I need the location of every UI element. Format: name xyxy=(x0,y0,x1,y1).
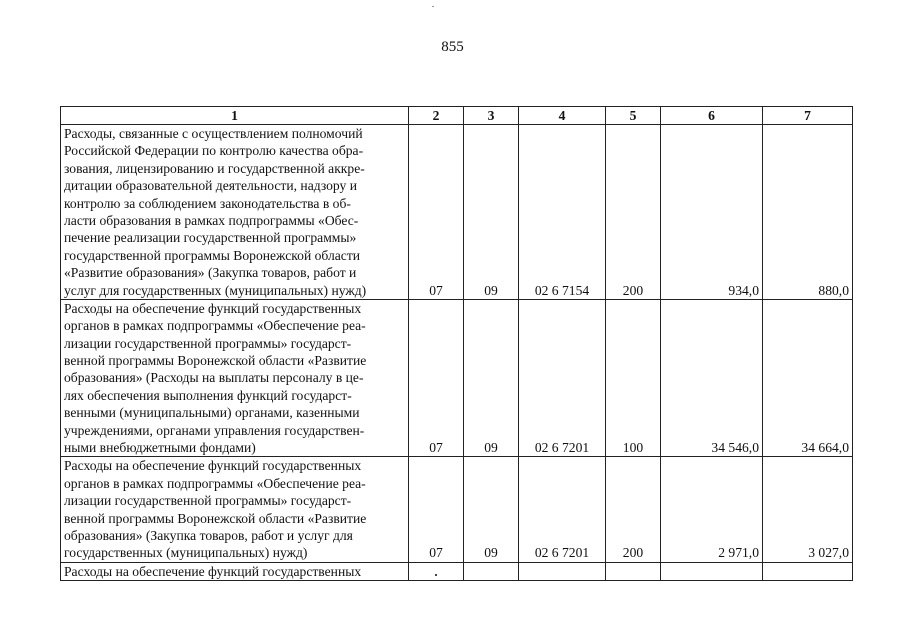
column-header: 7 xyxy=(763,107,853,125)
description-line: органов в рамках подпрограммы «Обеспечение реа- xyxy=(64,475,366,491)
table-row xyxy=(61,457,853,562)
description-line: венной программы Воронежской области «Развитие xyxy=(64,353,367,369)
description-line: Российской Федерации по контролю качества обра- xyxy=(64,143,364,159)
description-line: печение реализации государственной программы» xyxy=(64,230,357,246)
expense-type-cell: 200 xyxy=(606,125,661,300)
target-article-cell xyxy=(519,562,606,580)
table-row xyxy=(61,299,853,457)
column-header: 4 xyxy=(519,107,606,125)
subsection-cell: 09 xyxy=(464,457,519,562)
row-description xyxy=(61,299,409,457)
description-line: образования» (Закупка товаров, работ и услуг для xyxy=(64,527,353,543)
subsection-cell xyxy=(464,562,519,580)
description-line: контролю за соблюдением законодательства в об- xyxy=(64,195,351,211)
description-line: Расходы на обеспечение функций государственных xyxy=(64,458,362,474)
description-line: учреждениями, органами управления государствен- xyxy=(64,422,365,438)
page-number: 855 xyxy=(441,39,464,55)
description-line: органов в рамках подпрограммы «Обеспечение реа- xyxy=(64,318,366,334)
amount-2-cell: 3 027,0 xyxy=(763,457,853,562)
row-description xyxy=(61,457,409,562)
section-cell xyxy=(409,562,464,580)
column-header: 2 xyxy=(409,107,464,125)
section-cell: 07 xyxy=(409,125,464,300)
description-line: лизации государственной программы» государст- xyxy=(64,493,352,509)
description-line: зования, лицензированию и государственной аккре- xyxy=(64,160,365,176)
table-row-partial xyxy=(61,562,853,580)
description-line: Расходы, связанные с осуществлением полномочий xyxy=(64,126,363,141)
row-description xyxy=(61,125,409,300)
table-row xyxy=(61,125,853,300)
description-line: венной программы Воронежской области «Развитие xyxy=(64,510,367,526)
description-line: государственной программы Воронежской области xyxy=(64,247,361,263)
column-header: 5 xyxy=(606,107,661,125)
row-description: Расходы на обеспечение функций государственных xyxy=(61,562,409,580)
target-article-cell: 02 6 7201 xyxy=(519,299,606,457)
column-header: 1 xyxy=(61,107,409,125)
header-row xyxy=(61,107,853,125)
column-header: 3 xyxy=(464,107,519,125)
amount-2-cell xyxy=(763,562,853,580)
column-header: 6 xyxy=(661,107,763,125)
amount-2-cell: 880,0 xyxy=(763,125,853,300)
description-line: венными (муниципальными) органами, казенными xyxy=(64,405,360,421)
scan-dot xyxy=(435,574,437,576)
description-line: образования» (Расходы на выплаты персоналу в це- xyxy=(64,370,364,386)
amount-1-cell: 934,0 xyxy=(661,125,763,300)
subsection-cell: 09 xyxy=(464,299,519,457)
description-line: государственных (муниципальных) нужд) xyxy=(64,545,308,561)
target-article-cell: 02 6 7154 xyxy=(519,125,606,300)
description-line: «Развитие образования» (Закупка товаров, работ и xyxy=(64,265,357,281)
expense-type-cell: 200 xyxy=(606,457,661,562)
amount-1-cell: 34 546,0 xyxy=(661,299,763,457)
scan-speck xyxy=(432,6,434,7)
description-line: Расходы на обеспечение функций государственных xyxy=(64,300,362,316)
amount-1-cell: 2 971,0 xyxy=(661,457,763,562)
description-line: услуг для государственных (муниципальных) нужд) xyxy=(64,282,367,298)
description-line: лях обеспечения выполнения функций государст- xyxy=(64,387,352,403)
description-line: ласти образования в рамках подпрограммы «Обес- xyxy=(64,212,359,228)
section-cell: 07 xyxy=(409,299,464,457)
description-line: лизации государственной программы» государст- xyxy=(64,335,352,351)
amount-1-cell xyxy=(661,562,763,580)
expense-type-cell xyxy=(606,562,661,580)
section-cell: 07 xyxy=(409,457,464,562)
budget-table xyxy=(60,106,853,581)
subsection-cell: 09 xyxy=(464,125,519,300)
target-article-cell: 02 6 7201 xyxy=(519,457,606,562)
expense-type-cell: 100 xyxy=(606,299,661,457)
description-line: дитации образовательной деятельности, надзору и xyxy=(64,178,357,194)
description-line: ными внебюджетными фондами) xyxy=(64,440,256,456)
amount-2-cell: 34 664,0 xyxy=(763,299,853,457)
